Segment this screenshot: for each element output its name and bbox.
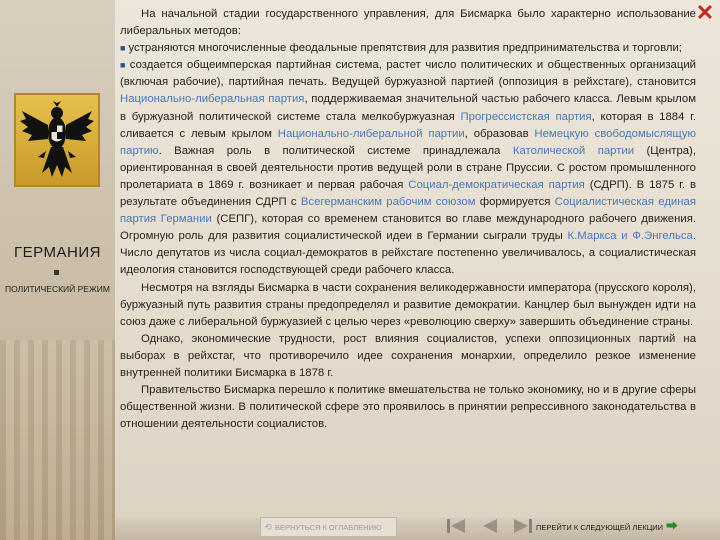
- party-link-progressive[interactable]: Прогрессистская партия: [460, 110, 592, 123]
- bullet-icon: ■: [120, 60, 127, 71]
- next-page-icon: [506, 516, 536, 536]
- first-page-icon: [443, 516, 473, 536]
- list-item-text: , образовав: [464, 127, 535, 140]
- paragraph: [120, 280, 696, 331]
- next-page-button[interactable]: [506, 516, 536, 536]
- back-to-contents-button[interactable]: [260, 517, 397, 537]
- previous-page-button[interactable]: [475, 516, 505, 536]
- list-item-text: формируется: [475, 196, 555, 209]
- list-item-text: устраняются многочисленные феодальные препятствия для развития предпринимательства и торговли;: [128, 42, 682, 55]
- link-marx-engels[interactable]: К.Маркса и Ф.Энгельса: [567, 230, 693, 243]
- sidebar-bullet: [54, 270, 59, 275]
- list-item-text: (СДРП). В 1875 г. в результате объединения СДРП с: [120, 178, 696, 209]
- party-link-national-liberal[interactable]: Национально-либеральная партия: [120, 93, 305, 106]
- sidebar-background-image: [0, 340, 115, 540]
- paragraph: [120, 6, 696, 40]
- list-item-text: (Центра), ориентированная в своей деятельности против ведущей роли в стране Пруссии. С ростом промышленного пролетариата в 1869 г. возникает и первая рабочая: [120, 144, 696, 191]
- paragraph-text: Правительство Бисмарка перешло к политике вмешательства не только экономику, но и в другие сферы общественной жизни. В политической сфере это проявилось в принятии репрессивного законодательства в отношении деятельности социалистов.: [120, 384, 696, 431]
- arrow-left-icon: ⟲: [264, 522, 272, 532]
- paragraph-text: Однако, экономические трудности, рост влияния социалистов, успехи оппозиционных партий на выборах в рейхстаг, что противоречило идее сохранения монархии, определило резкое изменение внутренней политики Бисмарка в 1878 г.: [120, 332, 696, 379]
- back-to-contents-label: ВЕРНУТЬСЯ К ОГЛАВЛЕНИЮ: [275, 523, 382, 532]
- list-item: [120, 57, 696, 279]
- sidebar-subtitle: ПОЛИТИЧЕСКИЙ РЕЖИМ: [5, 284, 110, 294]
- first-page-button[interactable]: [443, 516, 473, 536]
- close-icon[interactable]: ✕: [695, 0, 715, 25]
- coat-of-arms-emblem: [14, 93, 100, 187]
- list-item-text: (СЕПГ), которая со временем становится во главе международного рабочего движения. Огромную роль для развития социалистической идеи в Германии сыграли труды: [120, 213, 696, 243]
- party-link-national-liberal-left[interactable]: Национально-либеральной партии: [277, 127, 465, 140]
- paragraph-text: На начальной стадии государственного управления, для Бисмарка было характерно использование либеральных методов:: [120, 8, 696, 38]
- bullet-icon: ■: [120, 43, 126, 54]
- lecture-text: [120, 6, 696, 433]
- eagle-icon: [16, 95, 98, 185]
- party-link-catholic[interactable]: Католической партии: [512, 144, 635, 157]
- party-link-socialist-unity[interactable]: Социалистическая единая партия Германии: [120, 196, 696, 226]
- arrow-right-icon: ⮕: [666, 519, 679, 533]
- party-link-social-democratic[interactable]: Социал-демократическая партия: [408, 178, 585, 191]
- sidebar-title: ГЕРМАНИЯ: [14, 244, 101, 261]
- previous-page-icon: [475, 516, 505, 536]
- sidebar: [0, 0, 115, 540]
- list-item-text: . Число депутатов из числа социал-демократов в рейхстаге постепенно увеличивалось, а социалистическая идеология становится господствующей среди рабочего класса.: [120, 230, 696, 277]
- list-item: [120, 40, 696, 57]
- next-lecture-label: ПЕРЕЙТИ К СЛЕДУЮЩЕЙ ЛЕКЦИИ: [536, 523, 664, 532]
- paragraph: [120, 382, 696, 433]
- list-item-text: . Важная роль в политической системе принадлежала: [158, 144, 513, 157]
- list-item-text: создается общеимперская партийная система, растет число политических и общественных организаций (включая рабочие), партийная печать. Ведущей буржуазной партией (оппозиция в рейхстаге), становится: [120, 59, 697, 89]
- paragraph-text: Несмотря на взгляды Бисмарка в части сохранения великодержавности императора (прусского короля), буржуазный путь развития страны предопределял и развитие демократии. Канцлер был вынужден идти на союз даже с либеральной буржуазией с целью через «революцию сверху» завершить объединение страны.: [120, 281, 696, 328]
- party-link-freethinking[interactable]: Немецкую свободомыслящую партию: [120, 127, 696, 157]
- list-item-text: , поддерживаемая значительной частью рабочего класса. Левым крылом в буржуазной политической системе стала мелкобуржуазная: [120, 93, 696, 123]
- list-item-text: , которая в 1884 г. сливается с левым крылом: [120, 110, 696, 140]
- paragraph: [120, 331, 696, 382]
- union-link-general-workers[interactable]: Всегерманским рабочим союзом: [300, 196, 476, 209]
- next-lecture-button[interactable]: [536, 518, 718, 534]
